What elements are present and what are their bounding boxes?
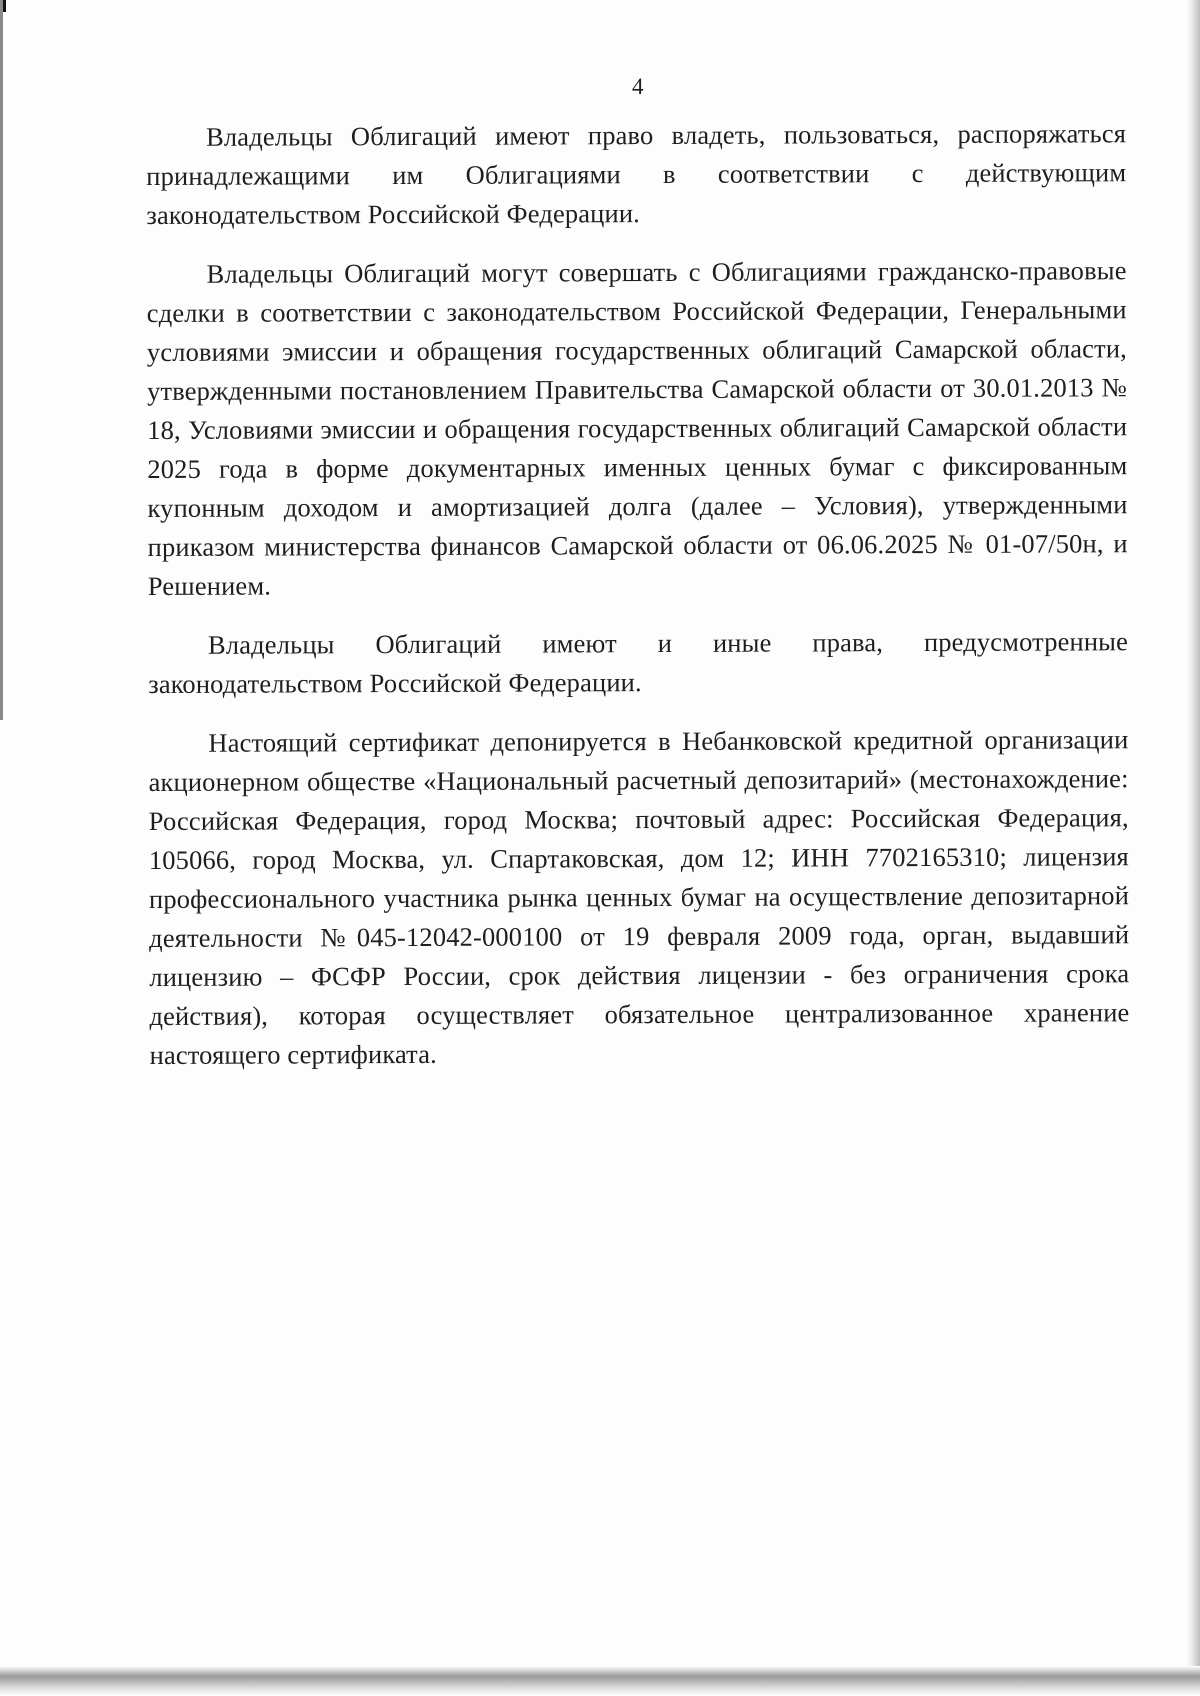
scan-right-edge — [1186, 0, 1200, 1696]
paragraph-owner-rights: Владельцы Облигаций имеют право владеть, пользоваться, распоряжаться принадлежащими им Облигациями в соответствии с действующим законодательством Российской Федерации. — [146, 118, 1127, 230]
paragraph-transactions: Владельцы Облигаций могут совершать с Облигациями гражданско-правовые сделки в соответствии с законодательством Российской Федерации, Генеральными условиями эмиссии и обращения государственных облигаций Самарской области, утвержденными постановлением Правительства Самарской области от 30.01.2013 № 18, Условиями эмиссии и обращения государственных облигаций Самарской области 2025 года в форме документарных именных ценных бумаг с фиксированным купонным доходом и амортизацией долга (далее – Условия), утвержденными приказом министерства финансов Самарской области от 06.06.2025 № 01-07/50н, и Решением. — [146, 255, 1128, 601]
paragraph-depository: Настоящий сертификат депонируется в Небанковской кредитной организации акционерном обществе «Национальный расчетный депозитарий» (местонахождение: Российская Федерация, город Москва; почтовый адрес: Российская Федерация, 105066, город Москва, ул. Спартаковская, дом 12; ИНН 7702165310; лицензия профессионального участника рынка ценных бумаг на осуществление депозитарной деятельности №045-12042-000100 от 19 февраля 2009 года, орган, выдавший лицензию – ФСФР России, срок действия лицензии - без ограничения срока действия), которая осуществляет обязательное централизованное хранение настоящего сертификата. — [148, 724, 1130, 1070]
document-body — [146, 114, 1130, 1095]
page-number: 4 — [632, 74, 644, 99]
scan-bottom-edge — [0, 1666, 1200, 1696]
scan-left-edge — [0, 0, 3, 720]
paragraph-other-rights: Владельцы Облигаций имеют и иные права, предусмотренные законодательством Российской Федерации. — [148, 626, 1129, 699]
